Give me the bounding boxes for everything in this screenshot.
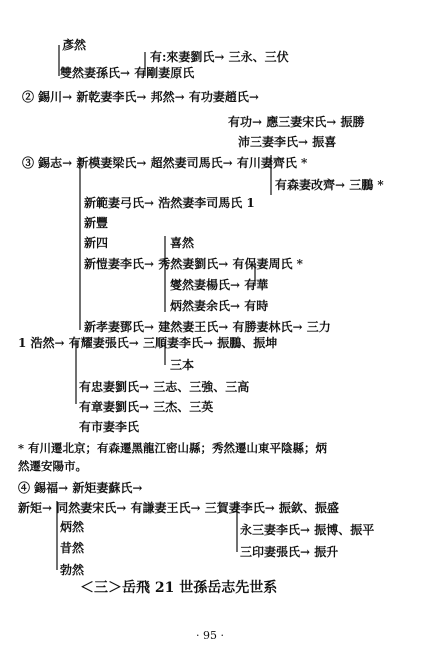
tree-node: 彥然 [62,38,87,52]
tree-node: 燮然妻楊氏→ 有華 [170,278,269,292]
tree-node: 新四 [84,236,109,250]
footnote: 然遷安陽市。 [18,459,87,473]
tree-node: 有忠妻劉氏→ 三志、三強、三高 [79,380,250,394]
tree-node: 沛三妻李氏→ 振喜 [238,135,337,149]
page-number: · 95 · [196,629,224,642]
tree-node: 雙然妻孫氏→ 有剛妻原氏 [60,66,195,80]
tree-node: 三本 [170,358,195,372]
tree-node: 有功→ 應三妻宋氏→ 振勝 [228,115,365,129]
tree-node: 新矩→ 同然妻宋氏→ 有謙妻王氏→ 三賀妻李氏→ 振欽、振盛 [18,501,339,515]
tree-node: 三印妻張氏→ 振升 [240,545,339,559]
tree-node: ② 錫川→ 新乾妻李氏→ 邦然→ 有功妻趙氏→ [22,90,259,104]
tree-node: 新愷妻李氏→ 秀然妻劉氏→ 有保妻周氏 * [84,257,303,271]
tree-node: 1 浩然→ 有耀妻張氏→ 三順妻李氏→ 振鵬、振坤 [18,336,278,350]
tree-node: 炳然 [60,520,85,534]
tree-node: 新豐 [84,216,109,230]
tree-node: 有:來妻劉氏→ 三永、三伏 [150,50,289,64]
tree-node: 有森妻改齊→ 三鵬 * [275,178,384,192]
tree-node: 新孝妻鄧氏→ 建然妻王氏→ 有勝妻林氏→ 三力 [84,320,331,334]
caption: ＜三＞岳飛 21 世孫岳志先世系 [80,580,278,596]
tree-node: 新範妻弓氏→ 浩然妻李司馬氏 1 [84,196,255,210]
tree-node: ③ 錫志→ 新模妻梁氏→ 超然妻司馬氏→ 有川妻齊氏 * [22,156,308,170]
tree-node: 勃然 [60,563,85,577]
tree-node: 喜然 [170,236,195,250]
footnote: * 有川遷北京；有森遷黑龍江密山縣；秀然遷山東平陰縣；炳 [18,441,328,455]
tree-node: 炳然妻余氏→ 有時 [170,299,269,313]
tree-node: 有章妻劉氏→ 三杰、三英 [79,400,214,414]
tree-node: 昔然 [60,541,85,555]
tree-node: ④ 錫福→ 新矩妻蘇氏→ [18,481,143,495]
tree-node: 永三妻李氏→ 振博、振平 [240,523,375,537]
tree-node: 有市妻李氏 [79,420,140,434]
